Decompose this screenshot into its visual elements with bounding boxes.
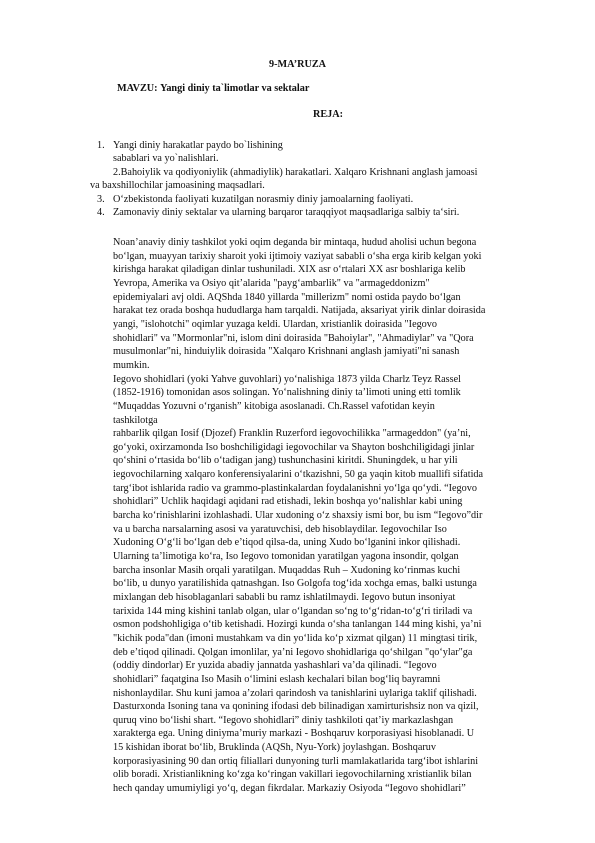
plan-item-number: 4. bbox=[97, 207, 105, 218]
body-line: mixlangan deb hisoblaganlari sababli bu ramz ishlatilmaydi. Iegovo butun insoniyat bbox=[113, 591, 456, 603]
body-line: 15 kishidan iborat bo‘lib, Bruklinda (AQSh, Nyu-York) joylashgan. Boshqaruv bbox=[113, 742, 436, 753]
body-line: hech qanday umumiyligi yo‘q, degan fikrdalar. Markaziy Osiyoda “Iegovo shohidlari” bbox=[113, 783, 466, 794]
body-line: Noan’anaviy diniy tashkilot yoki oqim deganda bir mintaqa, hudud aholisi uchun begona bbox=[113, 237, 477, 248]
body-line: bo‘lib, u dunyo yaratilishida qatnashgan. Iso Golgofa tog‘ida xochga emas, balki ustunga bbox=[113, 578, 477, 590]
body-line: mumkin. bbox=[113, 359, 150, 371]
body-line: yangi, "islohotchi" oqimlar yuzaga keldi. Ulardan, xristianlik doirasida "Iegovo bbox=[113, 318, 437, 330]
body-line: xarakterga ega. Uning diniyma’muriy markazi - Boshqaruv korporasiyasi hisoblanadi. U bbox=[113, 728, 475, 740]
body-line: harakat tez orada boshqa hududlarga ham tarqaldi. Natijada, aksariyat yirik dinlar doirasida bbox=[113, 305, 486, 317]
body-line: (oddiy dindorlar) Er yuzida abadiy jannatda yashashlari va’da qilinadi. “Iegovo bbox=[113, 660, 437, 672]
body-line: Dasturxonda Isoning tana va qonining ifodasi deb bilinadigan xamirturishsiz non va qizil, bbox=[113, 701, 479, 713]
body-line: epidemiyalari avj oldi. AQShda 1840 yillarda "millerizm" nomi ostida paydo bo‘lgan bbox=[113, 291, 461, 303]
body-line: “Muqaddas Yozuvni o‘rganish” kitobiga asoslanadi. Ch.Rassel vafotidan keyin bbox=[113, 400, 435, 412]
topic-prefix: MAVZU: bbox=[117, 83, 158, 94]
body-line: "kichik poda"dan (imoni mustahkam va din yo‘lida ko‘p xizmat qilgan) 11 mingtasi tirik, bbox=[113, 632, 478, 644]
body-line: quruq vino bo‘lishi shart. “Iegovo shohidlari” diniy tashkiloti qat’iy markazlashgan bbox=[113, 714, 454, 726]
plan-item-number: 3. bbox=[97, 194, 105, 205]
body-line: tashkilotga bbox=[113, 414, 158, 426]
body-line: va u barcha narsalarning asosi va yaratuvchisi, deb hisoblaydilar. Iegovochilar Iso bbox=[113, 523, 447, 535]
body-line: bo‘lgan, muayyan tarixiy sharoit yoki ijtimoiy vaziyat sababli o‘sha erga kirib kelgan yoki bbox=[113, 250, 482, 262]
body-line: Xudoning O‘g‘li bo‘lgan deb e’tiqod qilsa-da, uning Xudo bo‘lganini inkor qilishadi. bbox=[113, 537, 461, 549]
topic-line bbox=[117, 82, 309, 95]
body-line: qo‘shini o‘rtasida bo‘lib o‘tadigan jang) tushunchasini kiritdi. Shuningdek, u har yili bbox=[113, 455, 458, 467]
body-line: kirishga harakat qiladigan dinlar tushuniladi. XIX asr o‘rtalari XX asr boshlariga kelib bbox=[113, 264, 466, 276]
plan-item-line: sabablari va yo`nalishlari. bbox=[113, 153, 219, 164]
body-line: shohidlari” faqatgina Iso Masih o‘limini eslash kechalari bilan bog‘liq bayramni bbox=[113, 673, 441, 685]
body-line: musulmonlar"ni, hinduiylik doirasida "Xalqaro Krishnani anglash jamiyati"ni sanash bbox=[113, 346, 460, 358]
body-line: deb e’tiqod qilinadi. Qolgan imonlilar, ya’ni Iegovo shohidlariga qo‘shilgan "qo‘ylar"ga bbox=[113, 646, 473, 658]
body-line: Iegovo shohidlari (yoki Yahve guvohlari) yo‘nalishiga 1873 yilda Charlz Teyz Rassel bbox=[113, 373, 461, 385]
plan-item-line: Yangi diniy harakatlar paydo bo`lishining bbox=[113, 140, 283, 151]
body-line: (1852-1916) tomonidan asos solingan. Yo‘nalishning diniy ta’limoti uning etti tomlik bbox=[113, 387, 461, 399]
topic-title: Yangi diniy ta`limotlar va sektalar bbox=[160, 83, 310, 94]
body-line: iegovochilarning xalqaro konferensiyalarini o‘tkazishni, 50 ga yaqin kitob muallifi sifatida bbox=[113, 469, 484, 481]
body-line: rahbarlik qilgan Iosif (Djozef) Franklin Ruzerford iegovochilikka "armageddon" (ya’ni, bbox=[113, 428, 471, 440]
body-line: korporasiyasining 90 dan ortiq filiallari dunyoning turli mamlakatlarida targ‘ibot ishlarini bbox=[113, 755, 479, 767]
body-line: shohidlari” Uchlik haqidagi aqidani rad etishadi, lekin boshqa yo‘nalishlar kabi uning bbox=[113, 496, 463, 508]
body-line: Ularning ta’limotiga ko‘ra, Iso Iegovo tomonidan yaratilgan yagona insondir, qolgan bbox=[113, 551, 459, 562]
body-line: osmon podshohligiga o‘tib ketishadi. Hozirgi kunda o‘sha tanlangan 144 ming kishi, ya’ni bbox=[113, 619, 482, 631]
body-line: nishonlaydilar. Shu kuni jamoa a’zolari qarindosh va tanishlarini uylariga taklif qilishadi. bbox=[113, 687, 477, 699]
body-line: barcha insonlar Masih orqali yaratilgan. Muqaddas Ruh – Xudoning ko‘rinmas kuchi bbox=[113, 564, 461, 576]
body-line: Yevropa, Amerika va Osiyo qit’alarida "payg‘ambarlik" va "armageddonizm" bbox=[113, 277, 430, 289]
plan-title: REJA: bbox=[313, 109, 343, 120]
body-line: tarixida 144 ming kishini tanlab olgan, ular o‘lgandan so‘ng to‘g‘ridan-to‘g‘ri tiriladi va bbox=[113, 605, 473, 617]
plan-item-number: 1. bbox=[97, 140, 105, 151]
plan-item-line: va baxshillochilar jamoasining maqsadlari. bbox=[90, 180, 265, 191]
body-line: targ‘ibot ishlarida radio va grammo-plastinkalardan foydalanishni yo‘lga qo‘ydi. “Iegovo bbox=[113, 482, 477, 494]
plan-item-line: O‘zbekistonda faoliyati kuzatilgan norasmiy diniy jamoalarning faoliyati. bbox=[113, 194, 414, 205]
plan-item-line: 2.Bahoiylik va qodiyoniylik (ahmadiylik) harakatlari. Xalqaro Krishnani anglash jamoasi bbox=[113, 167, 478, 178]
plan-item-line: Zamonaviy diniy sektalar va ularning barqaror taraqqiyot maqsadlariga salbiy ta‘siri. bbox=[113, 207, 460, 218]
body-line: shohidlari" va "Mormonlar"ni, islom dini doirasida "Bahoiylar", "Ahmadiylar" va "Qora bbox=[113, 332, 474, 344]
body-line: barcha ko‘rinishlarini izohlashadi. Ular xudoning o‘z shaxsiy ismi bor, bu ism “Iegovo”dir bbox=[113, 510, 483, 521]
lecture-number: 9-MA’RUZA bbox=[269, 59, 326, 70]
body-line: go‘yoki, oxirzamonda Iso boshchiligidagi iegovochilar va Shayton boshchiligidagi jinlar bbox=[113, 441, 475, 453]
body-line: olib boradi. Xristianlikning ko‘zga ko‘ringan vakillari iegovochilarning xristianlik bilan bbox=[113, 769, 472, 781]
